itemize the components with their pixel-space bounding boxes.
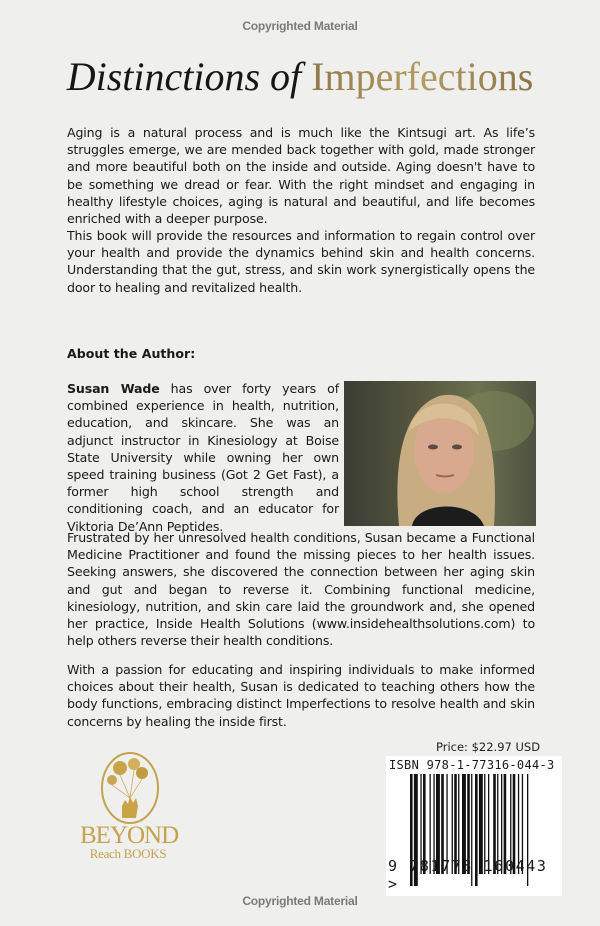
isbn-barcode — [386, 756, 562, 896]
title-part-2: Imperfections — [311, 54, 534, 99]
copyright-watermark-top: Copyrighted Material — [242, 19, 358, 33]
copyright-watermark-bottom: Copyrighted Material — [242, 894, 358, 908]
barcode-digits: 9 781773 160443 > — [388, 857, 548, 893]
intro-paragraph: Aging is a natural process and is much like the Kintsugi art. As life’s struggles emerge, we are mended back together with gold, made stronger and more beautiful both on the inside and outside. Aging doesn't have to be something we dread or fear. With the right mindset and engaging in healthy lifestyle choices, aging is natural and beautiful, and life becomes enriched with a deeper purpose. — [67, 125, 535, 227]
author-bio-paragraph-2: Frustrated by her unresolved health conditions, Susan became a Functional Medicine Practitioner and found the missing pieces to her health issues. Seeking answers, she discovered the connection between her aging skin and gut and began to reverse it. Combining functional medicine, kinesiology, nutrition, and skin care laid the groundwork and, she opened her practice, Inside Health Solutions (www.insidehealthsolutions.com) to help others reverse their health conditions. — [67, 530, 535, 649]
book-title — [0, 52, 600, 102]
author-bio-text: has over forty years of combined experience in health, nutrition, education, and skincare. She was an adjunct instructor in Kinesiology at Boise State University while owning her own speed training business (Got 2 Get Fast), a former high school strength and conditioning coach, and an educator for Viktoria De’Ann Peptides. — [67, 381, 339, 534]
price-label: Price: $22.97 USD — [436, 740, 541, 754]
about-author-heading: About the Author: — [67, 346, 196, 361]
title-part-1: Distinctions of — [66, 54, 312, 99]
book-description-paragraph: This book will provide the resources and information to regain control over your health and provide the dynamics behind skin and health concerns. Understanding that the gut, stress, and skin work synergistically opens the door to healing and revitalized health. — [67, 228, 535, 295]
author-bio-intro — [67, 380, 339, 535]
publisher-name-line-2: Reach BOOKS — [89, 846, 167, 861]
author-bio-paragraph-3: With a passion for educating and inspiring individuals to make informed choices about their health, Susan is dedicated to teaching others how the body functions, embracing distinct Imperfections to resolve health and skin concerns by healing the inside first. — [67, 662, 535, 729]
author-photo — [344, 381, 536, 526]
isbn-text: ISBN 978-1-77316-044-3 — [389, 758, 555, 772]
author-name: Susan Wade — [67, 381, 160, 396]
publisher-name-line-1: BEYOND — [80, 822, 179, 849]
